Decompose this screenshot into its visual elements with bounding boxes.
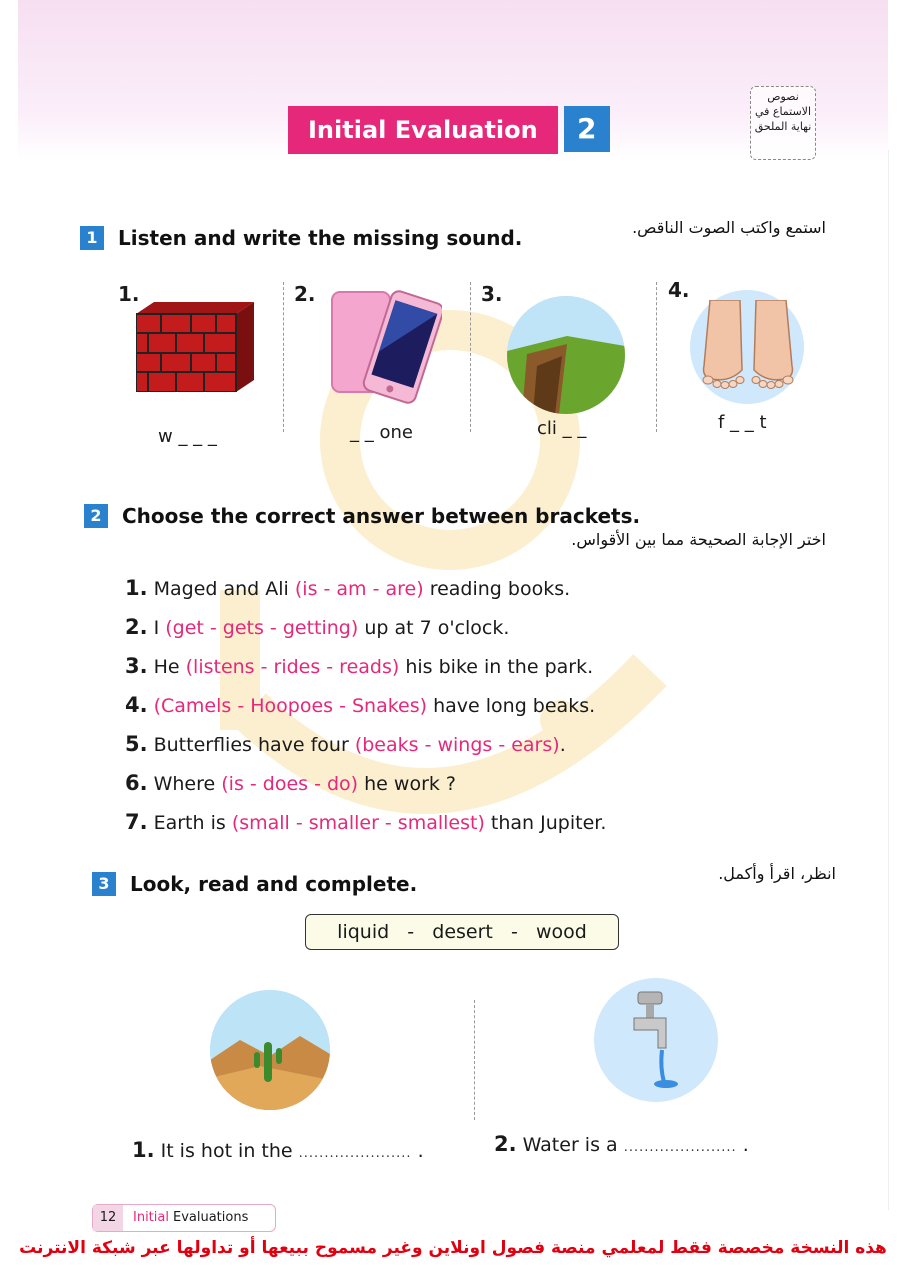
divider xyxy=(470,282,471,432)
section-2-header xyxy=(84,504,640,528)
evaluation-number: 2 xyxy=(564,106,610,152)
bracket-options[interactable]: (small - smaller - smallest) xyxy=(231,812,485,834)
item-4-word: f _ _ t xyxy=(718,412,767,433)
section-1-header xyxy=(80,226,522,250)
choice-item: 7. Earth is (small - smaller - smallest) than Jupiter. xyxy=(125,810,607,834)
bracket-options[interactable]: (is - does - do) xyxy=(221,773,359,795)
bracket-options[interactable]: (Camels - Hoopoes - Snakes) xyxy=(153,695,428,717)
section-2-title: Choose the correct answer between brackets. xyxy=(122,504,641,528)
divider xyxy=(283,282,284,432)
page-title: Initial Evaluation xyxy=(288,106,558,154)
choice-item: 3. He (listens - rides - reads) his bike in the park. xyxy=(125,654,594,678)
listen-item-2 xyxy=(294,280,464,450)
listen-item-1 xyxy=(118,280,288,450)
bracket-options[interactable]: (get - gets - getting) xyxy=(165,617,359,639)
answer-blank[interactable]: ...................... xyxy=(298,1146,412,1161)
listen-item-3 xyxy=(481,280,651,450)
tap-icon xyxy=(594,978,718,1102)
word-bank: liquid - desert - wood xyxy=(305,914,619,950)
bracket-options[interactable]: (beaks - wings - ears) xyxy=(354,734,560,756)
bracket-options[interactable]: (is - am - are) xyxy=(294,578,424,600)
choice-item: 6. Where (is - does - do) he work ? xyxy=(125,771,457,795)
cliff-icon xyxy=(507,296,625,414)
section-1-title: Listen and write the missing sound. xyxy=(118,226,523,250)
section-1-number: 1 xyxy=(80,226,104,250)
section-3-header xyxy=(92,872,417,896)
section-1-arabic: استمع واكتب الصوت الناقص. xyxy=(632,218,826,237)
section-3-title: Look, read and complete. xyxy=(130,872,418,896)
page-number: 12 xyxy=(93,1205,123,1231)
section-2-number: 2 xyxy=(84,504,108,528)
divider xyxy=(656,282,657,432)
section-2-arabic: اختر الإجابة الصحيحة مما بين الأقواس. xyxy=(571,530,826,549)
section-3-arabic: انظر، اقرأ وأكمل. xyxy=(718,864,836,883)
feet-icon xyxy=(698,300,798,392)
brick-wall-icon xyxy=(136,302,254,392)
evaluation-title xyxy=(288,106,610,154)
item-1-number: 1. xyxy=(118,282,140,306)
complete-sentence-1: 1. It is hot in the ...................... . xyxy=(132,1138,424,1162)
choice-list xyxy=(125,572,775,845)
divider xyxy=(474,1000,475,1120)
page-footer: 12 Initial Evaluations xyxy=(92,1204,276,1232)
item-2-number: 2. xyxy=(294,282,316,306)
listen-item-4 xyxy=(668,280,838,450)
item-2-word: _ _ one xyxy=(350,422,413,443)
bracket-options[interactable]: (listens - rides - reads) xyxy=(185,656,400,678)
section-3-number: 3 xyxy=(92,872,116,896)
choice-item: 5. Butterflies have four (beaks - wings - ears). xyxy=(125,732,566,756)
desert-icon xyxy=(210,990,330,1110)
item-1-word: w _ _ _ xyxy=(158,426,217,447)
appendix-note: نصوص الاستماع في نهاية الملحق xyxy=(750,86,816,160)
item-3-word: cli _ _ xyxy=(537,418,587,439)
item-3-number: 3. xyxy=(481,282,503,306)
choice-item: 1. Maged and Ali (is - am - are) reading books. xyxy=(125,576,571,600)
disclaimer: هذه النسخة مخصصة فقط لمعلمي منصة فصول اونلاين وغير مسموح ببيعها أو تداولها عبر شبكة الانترنت xyxy=(19,1238,887,1258)
choice-item: 2. I (get - gets - getting) up at 7 o'clock. xyxy=(125,615,510,639)
answer-blank[interactable]: ...................... xyxy=(623,1140,737,1155)
complete-sentence-2: 2. Water is a ...................... . xyxy=(494,1132,749,1156)
item-4-number: 4. xyxy=(668,278,690,302)
phone-icon xyxy=(330,288,442,406)
choice-item: 4. (Camels - Hoopoes - Snakes) have long beaks. xyxy=(125,693,596,717)
